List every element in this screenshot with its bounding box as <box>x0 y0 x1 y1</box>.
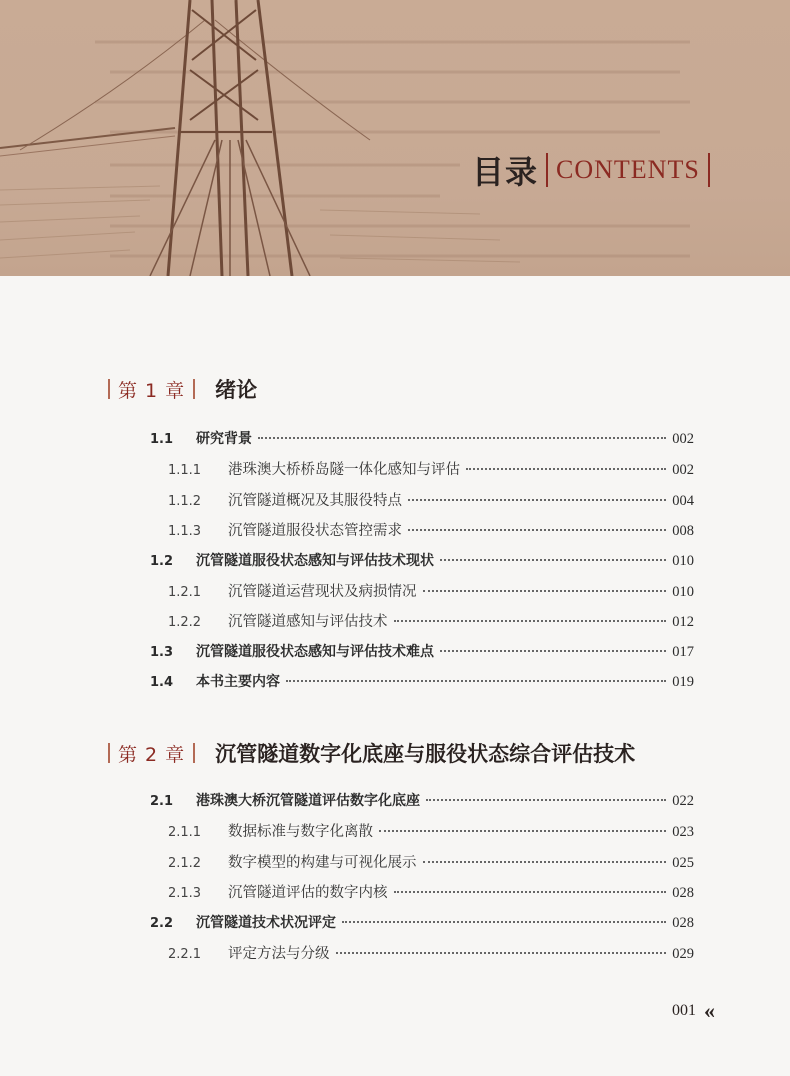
entry-title: 沉管隧道技术状况评定 <box>196 914 336 931</box>
entry-page: 029 <box>672 946 694 962</box>
entry-title: 数据标准与数字化离散 <box>228 824 373 841</box>
entry-page: 028 <box>672 914 694 931</box>
toc-entry[interactable] <box>150 550 694 574</box>
bridge-illustration <box>0 0 790 276</box>
entry-page: 017 <box>672 643 694 660</box>
chapter-bracket-right <box>193 379 195 399</box>
entry-number: 1.4 <box>150 675 174 691</box>
dot-leader <box>286 680 666 682</box>
toc-entry[interactable] <box>168 580 694 604</box>
entry-page: 028 <box>672 885 694 902</box>
entry-page: 019 <box>672 674 694 691</box>
entry-number: 2.1.1 <box>168 825 202 841</box>
entry-page: 010 <box>672 552 694 569</box>
toc-entry[interactable] <box>168 458 694 482</box>
header-banner <box>0 0 790 276</box>
entry-number: 2.1 <box>150 794 174 809</box>
entry-page: 004 <box>672 492 694 509</box>
entry-page: 010 <box>672 584 694 600</box>
dot-leader <box>423 861 667 863</box>
entry-number: 1.1.1 <box>168 463 202 479</box>
entry-title: 港珠澳大桥沉管隧道评估数字化底座 <box>196 793 420 809</box>
toc-entry[interactable] <box>150 790 694 814</box>
entry-title: 本书主要内容 <box>196 674 280 691</box>
dot-leader <box>408 499 666 501</box>
toc-entry[interactable] <box>168 489 694 513</box>
entry-number: 1.1 <box>150 432 174 447</box>
entry-title: 港珠澳大桥桥岛隧一体化感知与评估 <box>228 462 460 479</box>
entry-number: 2.2 <box>150 915 174 931</box>
dot-leader <box>440 650 666 652</box>
toc-title-en: CONTENTS <box>556 155 700 184</box>
dot-leader <box>379 830 666 832</box>
entry-number: 1.3 <box>150 644 174 660</box>
entry-title: 沉管隧道感知与评估技术 <box>228 614 388 631</box>
toc-entry[interactable] <box>150 428 694 452</box>
dot-leader <box>426 799 666 801</box>
entry-page: 002 <box>672 462 694 479</box>
entry-number: 1.2.1 <box>168 585 202 600</box>
entry-page: 012 <box>672 614 694 631</box>
toc-entry[interactable] <box>168 942 694 966</box>
title-divider <box>546 153 548 187</box>
toc-entry[interactable] <box>150 641 694 665</box>
toc-entry[interactable] <box>168 519 694 543</box>
entry-number: 2.1.3 <box>168 886 202 902</box>
chapter-number: 第 2 章 <box>118 743 186 766</box>
entry-title: 沉管隧道服役状态管控需求 <box>228 523 402 540</box>
toc-entry[interactable] <box>168 851 694 875</box>
entry-number: 1.2.2 <box>168 615 202 631</box>
entry-title: 沉管隧道服役状态感知与评估技术现状 <box>196 552 434 569</box>
toc-entry[interactable] <box>150 671 694 695</box>
page-folio <box>672 998 715 1024</box>
entry-title: 评定方法与分级 <box>228 946 330 962</box>
toc-entry[interactable] <box>168 820 694 844</box>
toc-title-cn: 目录 <box>472 153 539 191</box>
entry-number: 2.2.1 <box>168 947 202 962</box>
chapter-heading[interactable] <box>108 738 635 768</box>
chapter-title: 沉管隧道数字化底座与服役状态综合评估技术 <box>215 742 636 766</box>
toc-entry[interactable] <box>168 610 694 634</box>
entry-page: 023 <box>672 824 694 841</box>
entry-title: 沉管隧道概况及其服役特点 <box>228 492 402 509</box>
entry-page: 008 <box>672 523 694 540</box>
entry-page: 002 <box>672 431 694 447</box>
dot-leader <box>258 437 666 439</box>
toc-title <box>472 148 718 192</box>
dot-leader <box>336 952 667 954</box>
chapter-bracket-left <box>108 379 110 399</box>
entry-number: 1.1.2 <box>168 493 202 509</box>
dot-leader <box>342 921 666 923</box>
toc-entry[interactable] <box>150 912 694 936</box>
chapter-bracket-right <box>193 743 195 763</box>
dot-leader <box>394 891 667 893</box>
entry-title: 沉管隧道运营现状及病损情况 <box>228 584 417 600</box>
chapter-title: 绪论 <box>215 378 258 402</box>
entry-page: 022 <box>672 793 694 809</box>
dot-leader <box>408 529 666 531</box>
dot-leader <box>394 620 667 622</box>
chapter-heading[interactable] <box>108 374 257 404</box>
dot-leader <box>440 559 666 561</box>
title-divider-end <box>708 153 710 187</box>
entry-title: 研究背景 <box>196 431 252 447</box>
entry-title: 沉管隧道服役状态感知与评估技术难点 <box>196 643 434 660</box>
chapter-bracket-left <box>108 743 110 763</box>
entry-title: 沉管隧道评估的数字内核 <box>228 885 388 902</box>
toc-entry[interactable] <box>168 881 694 905</box>
chapter-number: 第 1 章 <box>118 379 186 402</box>
double-chevron-left-icon: « <box>704 998 715 1023</box>
entry-number: 1.2 <box>150 553 174 569</box>
entry-number: 2.1.2 <box>168 855 202 871</box>
dot-leader <box>423 590 667 592</box>
entry-title: 数字模型的构建与可视化展示 <box>228 854 417 871</box>
dot-leader <box>466 468 666 470</box>
page-number: 001 <box>672 1002 696 1019</box>
entry-page: 025 <box>672 854 694 871</box>
entry-number: 1.1.3 <box>168 524 202 540</box>
